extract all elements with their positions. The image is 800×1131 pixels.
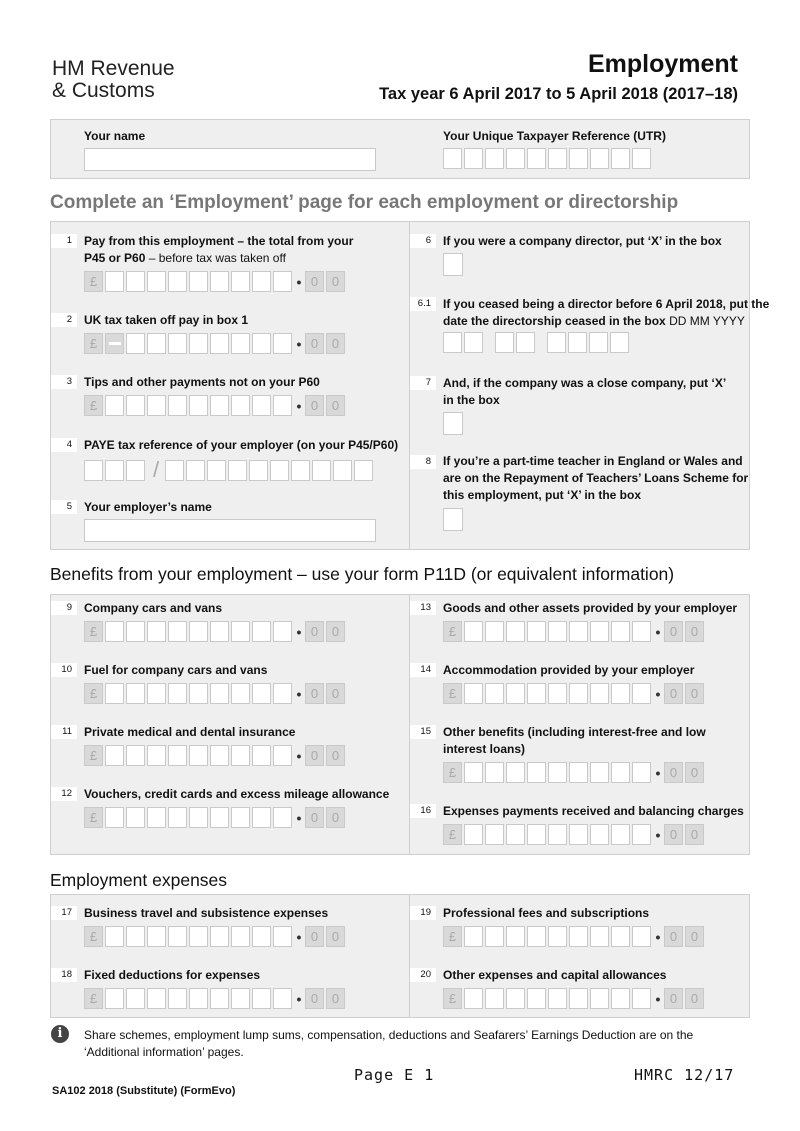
q1-amount-input[interactable] [84,271,347,292]
digit-cell[interactable] [569,683,588,704]
digit-cell[interactable] [231,926,250,947]
pence-cell: 0 [305,683,324,704]
pence-cell: 0 [305,395,324,416]
digit-cell[interactable] [147,683,166,704]
page-number: Page E 1 [354,1066,435,1084]
decimal-point: • [296,747,302,764]
box-number: 19 [410,906,436,920]
pence-cell: 0 [685,762,704,783]
digit-cell[interactable] [105,683,124,704]
digit-cell[interactable] [168,271,187,292]
digit-cell[interactable] [189,988,208,1009]
q9-label: Company cars and vans [84,601,223,615]
pence-cell: 0 [664,824,683,845]
digit-cell[interactable] [464,988,483,1009]
logo-line-1: HM Revenue [52,57,175,80]
currency-symbol: £ [84,333,103,354]
pence-cell: 0 [326,333,345,354]
q15-label: Other benefits (including interest-free and low interest loans) [443,725,706,756]
digit-cell[interactable] [527,824,546,845]
q2-label: UK tax taken off pay in box 1 [84,313,249,327]
digit-cell[interactable] [548,926,567,947]
box-number: 4 [51,438,77,452]
digit-cell[interactable] [506,621,525,642]
digit-cell[interactable] [485,762,504,783]
digit-cell[interactable] [632,988,651,1009]
currency-symbol: £ [84,745,103,766]
digit-cell[interactable] [231,807,250,828]
digit-cell[interactable] [168,395,187,416]
pence-cell: 0 [664,926,683,947]
digit-cell[interactable] [273,807,292,828]
decimal-point: • [296,685,302,702]
q5-label: Your employer’s name [84,500,212,514]
q8-label: If you’re a part-time teacher in England or Wales and are on the Repayment of Teachers’ Loans Scheme for this employment, put ‘X’ in the box [443,454,749,502]
digit-cell[interactable] [126,333,145,354]
pence-cell: 0 [326,988,345,1009]
digit-cell[interactable] [189,333,208,354]
currency-symbol: £ [84,621,103,642]
digit-cell[interactable] [189,807,208,828]
box-number: 9 [51,601,77,615]
decimal-point: • [655,826,661,843]
pence-cell: 0 [326,271,345,292]
currency-symbol: £ [443,762,462,783]
digit-cell[interactable] [210,683,229,704]
box-number: 10 [51,663,77,677]
digit-cell[interactable] [548,683,567,704]
q10-label: Fuel for company cars and vans [84,663,268,677]
decimal-point: • [655,764,661,781]
digit-cell[interactable] [189,271,208,292]
currency-symbol: £ [84,988,103,1009]
digit-cell[interactable] [210,395,229,416]
digit-cell[interactable] [105,745,124,766]
digit-cell[interactable] [506,762,525,783]
pence-cell: 0 [305,988,324,1009]
pence-cell: 0 [685,621,704,642]
name-label: Your name [84,129,146,143]
digit-cell[interactable] [548,988,567,1009]
digit-cell[interactable] [527,621,546,642]
digit-cell[interactable] [548,824,567,845]
digit-cell[interactable] [632,621,651,642]
digit-cell[interactable] [273,683,292,704]
info-note: Share schemes, employment lump sums, compensation, deductions and Seafarers’ Earnings Deduction are on the ‘Additional information’ pages. [84,1028,694,1059]
section-intro: Complete an ‘Employment’ page for each employment or directorship [50,192,679,213]
currency-symbol: £ [84,683,103,704]
box-number: 6 [410,234,436,248]
pence-cell: 0 [326,621,345,642]
box-number: 17 [51,906,77,920]
paye-separator: / [152,457,160,482]
digit-cell[interactable] [569,988,588,1009]
digit-cell[interactable] [210,621,229,642]
digit-cell[interactable] [485,683,504,704]
digit-cell[interactable] [168,926,187,947]
digit-cell[interactable] [252,745,271,766]
q20-label: Other expenses and capital allowances [443,968,667,982]
pence-cell: 0 [305,807,324,828]
digit-cell[interactable] [611,683,630,704]
digit-cell[interactable] [527,926,546,947]
currency-symbol: £ [443,988,462,1009]
digit-cell[interactable] [611,988,630,1009]
box-number: 3 [51,375,77,389]
digit-cell[interactable] [231,745,250,766]
digit-cell[interactable] [611,824,630,845]
hmrc-logo [52,58,175,102]
utr-input[interactable] [443,148,653,169]
digit-cell[interactable] [168,683,187,704]
box-number: 6.1 [410,297,436,311]
q14-amount-input[interactable] [443,683,706,704]
digit-cell[interactable] [252,988,271,1009]
pence-cell: 0 [664,762,683,783]
pence-cell: 0 [664,988,683,1009]
digit-cell[interactable] [273,745,292,766]
q17-label: Business travel and subsistence expenses [84,906,329,920]
digit-cell[interactable] [105,395,124,416]
decimal-point: • [296,397,302,414]
digit-cell[interactable] [126,271,145,292]
q16-amount-input[interactable] [443,824,706,845]
q61-date-input[interactable] [443,332,631,353]
pence-cell: 0 [664,683,683,704]
q19-label: Professional fees and subscriptions [443,906,650,920]
digit-cell[interactable] [273,926,292,947]
q1-label: Pay from this employment – the total from your P45 or P60 – before tax was taken off [84,234,354,265]
box-number: 12 [51,787,77,801]
q14-label: Accommodation provided by your employer [443,663,695,677]
digit-cell[interactable] [210,807,229,828]
digit-cell[interactable] [506,988,525,1009]
q12-label: Vouchers, credit cards and excess mileage allowance [84,787,390,801]
digit-cell[interactable] [126,988,145,1009]
digit-cell[interactable] [210,271,229,292]
digit-cell[interactable] [168,988,187,1009]
minus-sign-icon [105,333,124,354]
pence-cell: 0 [685,683,704,704]
decimal-point: • [655,928,661,945]
digit-cell[interactable] [590,926,609,947]
digit-cell[interactable] [569,621,588,642]
digit-cell[interactable] [464,824,483,845]
digit-cell[interactable] [632,926,651,947]
decimal-point: • [296,928,302,945]
q10-amount-input[interactable] [84,683,347,704]
digit-cell[interactable] [147,333,166,354]
digit-cell[interactable] [210,333,229,354]
digit-cell[interactable] [147,926,166,947]
q3-label: Tips and other payments not on your P60 [84,375,320,389]
pence-cell: 0 [685,926,704,947]
digit-cell[interactable] [126,807,145,828]
digit-cell[interactable] [189,926,208,947]
digit-cell[interactable] [252,926,271,947]
q7-label: And, if the company was a close company, put ‘X’ in the box [443,376,727,407]
currency-symbol: £ [443,926,462,947]
pence-cell: 0 [664,621,683,642]
digit-cell[interactable] [485,621,504,642]
digit-cell[interactable] [485,988,504,1009]
digit-cell[interactable] [189,683,208,704]
form-reference: HMRC 12/17 [634,1066,735,1084]
q20-amount-input[interactable] [443,988,706,1009]
digit-cell[interactable] [273,395,292,416]
digit-cell[interactable] [210,988,229,1009]
q19-amount-input[interactable] [443,926,706,947]
q4-label: PAYE tax reference of your employer (on your P45/P60) [84,438,399,452]
digit-cell[interactable] [273,333,292,354]
digit-cell[interactable] [506,824,525,845]
digit-cell[interactable] [252,395,271,416]
pence-cell: 0 [326,926,345,947]
digit-cell[interactable] [147,745,166,766]
currency-symbol: £ [84,807,103,828]
utr-label: Your Unique Taxpayer Reference (UTR) [443,129,666,143]
digit-cell[interactable] [464,762,483,783]
digit-cell[interactable] [231,621,250,642]
pence-cell: 0 [305,745,324,766]
digit-cell[interactable] [632,683,651,704]
decimal-point: • [296,273,302,290]
digit-cell[interactable] [632,762,651,783]
digit-cell[interactable] [527,762,546,783]
digit-cell[interactable] [126,621,145,642]
currency-symbol: £ [84,395,103,416]
box-number: 16 [410,804,436,818]
tax-year: Tax year 6 April 2017 to 5 April 2018 (2017–18) [379,85,738,103]
q6-label: If you were a company director, put ‘X’ in the box [443,234,722,248]
digit-cell[interactable] [252,333,271,354]
decimal-point: • [296,335,302,352]
digit-cell[interactable] [126,745,145,766]
digit-cell[interactable] [252,807,271,828]
q3-amount-input[interactable] [84,395,347,416]
q61-label: If you ceased being a director before 6 April 2018, put the date the directorship ceased in the box DD MM YYYY [443,297,770,328]
digit-cell[interactable] [485,926,504,947]
currency-symbol: £ [443,824,462,845]
digit-cell[interactable] [273,621,292,642]
digit-cell[interactable] [590,683,609,704]
digit-cell[interactable] [126,683,145,704]
digit-cell[interactable] [273,271,292,292]
q11-amount-input[interactable] [84,745,347,766]
digit-cell[interactable] [231,395,250,416]
box-number: 5 [51,500,77,514]
digit-cell[interactable] [189,745,208,766]
digit-cell[interactable] [252,271,271,292]
decimal-point: • [296,623,302,640]
page-title: Employment [587,50,738,78]
pence-cell: 0 [305,926,324,947]
digit-cell[interactable] [611,621,630,642]
digit-cell[interactable] [506,683,525,704]
digit-cell[interactable] [168,807,187,828]
digit-cell[interactable] [147,271,166,292]
pence-cell: 0 [685,988,704,1009]
digit-cell[interactable] [590,762,609,783]
digit-cell[interactable] [548,621,567,642]
name-input[interactable] [84,148,376,171]
q13-amount-input[interactable] [443,621,706,642]
q7-close-company-checkbox[interactable] [443,412,463,435]
q2-amount-input[interactable] [84,333,347,354]
decimal-point: • [655,623,661,640]
pence-cell: 0 [326,807,345,828]
digit-cell[interactable] [231,333,250,354]
q5-employer-name-input[interactable] [84,519,376,542]
currency-symbol: £ [84,926,103,947]
digit-cell[interactable] [231,988,250,1009]
box-number: 7 [410,376,436,390]
q18-amount-input[interactable] [84,988,347,1009]
q12-amount-input[interactable] [84,807,347,828]
digit-cell[interactable] [105,988,124,1009]
digit-cell[interactable] [590,824,609,845]
digit-cell[interactable] [105,271,124,292]
digit-cell[interactable] [105,807,124,828]
box-number: 11 [51,725,77,739]
box-number: 18 [51,968,77,982]
digit-cell[interactable] [590,621,609,642]
box-number: 15 [410,725,436,739]
q6-director-checkbox[interactable] [443,253,463,276]
digit-cell[interactable] [569,762,588,783]
box-number: 2 [51,313,77,327]
digit-cell[interactable] [611,762,630,783]
pence-cell: 0 [305,271,324,292]
q9-amount-input[interactable] [84,621,347,642]
pence-cell: 0 [326,745,345,766]
digit-cell[interactable] [252,683,271,704]
digit-cell[interactable] [126,395,145,416]
digit-cell[interactable] [147,988,166,1009]
digit-cell[interactable] [168,621,187,642]
digit-cell[interactable] [485,824,504,845]
box-number: 8 [410,455,436,469]
digit-cell[interactable] [464,621,483,642]
digit-cell[interactable] [464,926,483,947]
digit-cell[interactable] [527,988,546,1009]
digit-cell[interactable] [252,621,271,642]
q16-label: Expenses payments received and balancing charges [443,804,744,818]
section-expenses: Employment expenses [50,870,228,890]
digit-cell[interactable] [105,926,124,947]
digit-cell[interactable] [210,745,229,766]
q4-paye-input[interactable] [84,457,375,483]
digit-cell[interactable] [464,683,483,704]
digit-cell[interactable] [189,395,208,416]
pence-cell: 0 [326,395,345,416]
q17-amount-input[interactable] [84,926,347,947]
q8-teacher-checkbox[interactable] [443,508,463,531]
decimal-point: • [296,809,302,826]
decimal-point: • [655,990,661,1007]
info-icon: i [51,1025,69,1043]
q15-amount-input[interactable] [443,762,706,783]
digit-cell[interactable] [126,926,145,947]
digit-cell[interactable] [569,824,588,845]
digit-cell[interactable] [147,807,166,828]
decimal-point: • [655,685,661,702]
q11-label: Private medical and dental insurance [84,725,296,739]
pence-cell: 0 [305,621,324,642]
box-number: 1 [51,234,77,248]
currency-symbol: £ [443,683,462,704]
digit-cell[interactable] [611,926,630,947]
digit-cell[interactable] [231,683,250,704]
box-number: 13 [410,601,436,615]
digit-cell[interactable] [632,824,651,845]
digit-cell[interactable] [590,988,609,1009]
form-id: SA102 2018 (Substitute) (FormEvo) [52,1085,236,1097]
currency-symbol: £ [443,621,462,642]
currency-symbol: £ [84,271,103,292]
digit-cell[interactable] [168,333,187,354]
section-benefits: Benefits from your employment – use your form P11D (or equivalent information) [50,564,675,584]
pence-cell: 0 [326,683,345,704]
q13-label: Goods and other assets provided by your employer [443,601,738,615]
digit-cell[interactable] [548,762,567,783]
digit-cell[interactable] [273,988,292,1009]
box-number: 14 [410,663,436,677]
digit-cell[interactable] [527,683,546,704]
digit-cell[interactable] [506,926,525,947]
pence-cell: 0 [685,824,704,845]
digit-cell[interactable] [189,621,208,642]
digit-cell[interactable] [569,926,588,947]
digit-cell[interactable] [147,395,166,416]
logo-line-2: & Customs [52,79,155,102]
digit-cell[interactable] [105,621,124,642]
digit-cell[interactable] [210,926,229,947]
digit-cell[interactable] [147,621,166,642]
digit-cell[interactable] [168,745,187,766]
q18-label: Fixed deductions for expenses [84,968,261,982]
decimal-point: • [296,990,302,1007]
box-number: 20 [410,968,436,982]
pence-cell: 0 [305,333,324,354]
digit-cell[interactable] [231,271,250,292]
